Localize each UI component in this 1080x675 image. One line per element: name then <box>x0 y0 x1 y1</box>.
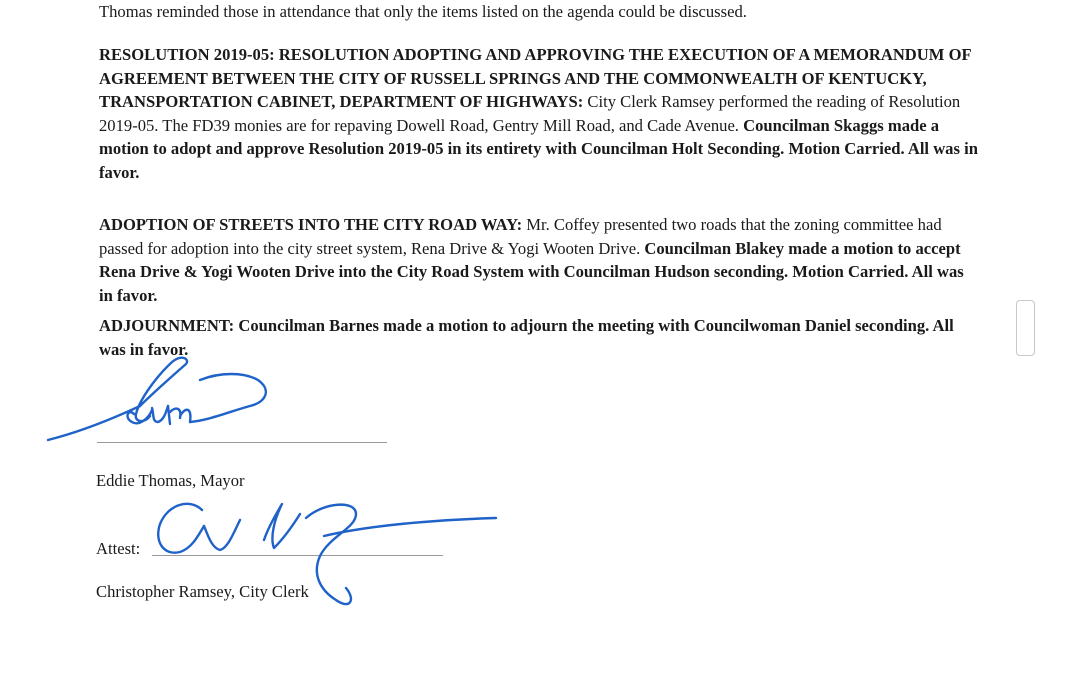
resolution-motion: Councilman Skaggs made a motion to adopt and approve Resolution 2019-05 in its entirety with Councilman Holt Seconding. Motion Carried. All was in favor. <box>99 115 978 182</box>
resolution-heading: RESOLUTION 2019-05: RESOLUTION ADOPTING AND APPROVING THE EXECUTION OF A MEMORANDUM OF AGREEMENT BETWEEN THE CITY OF RUSSELL SPRINGS AND THE COMMONWEALTH OF KENTUCKY, TRANSPORTATION CABINET, DEPARTMENT OF HIGHWAYS: <box>99 45 972 111</box>
intro-text: Thomas reminded those in attendance that only the items listed on the agenda could be discussed. <box>99 2 747 21</box>
resolution-section <box>99 43 979 184</box>
scan-margin-mark <box>1016 300 1035 356</box>
attest-label: Attest: <box>96 539 141 558</box>
streets-heading: ADOPTION OF STREETS INTO THE CITY ROAD WAY: <box>99 215 523 234</box>
mayor-signature-line <box>97 442 387 443</box>
clerk-name: Christopher Ramsey, City Clerk <box>96 582 309 601</box>
streets-motion: Councilman Blakey made a motion to accept Rena Drive & Yogi Wooten Drive into the City Road System with Councilman Hudson seconding. Motion Carried. All was in favor. <box>99 238 964 305</box>
adjournment-heading: ADJOURNMENT: <box>99 316 235 335</box>
mayor-signature <box>40 350 280 450</box>
streets-body: Mr. Coffey presented two roads that the zoning committee had passed for adoption into the city street system, Rena Drive & Yogi Wooten Drive. <box>99 215 942 258</box>
resolution-body: City Clerk Ramsey performed the reading of Resolution 2019-05. The FD39 monies are for repaving Dowell Road, Gentry Mill Road, and Cade Avenue. <box>99 92 961 135</box>
intro-line <box>99 0 979 24</box>
mayor-name: Eddie Thomas, Mayor <box>96 471 245 490</box>
adjournment-motion: Councilman Barnes made a motion to adjourn the meeting with Councilwoman Daniel seconding. All was in favor. <box>99 316 954 359</box>
streets-section <box>99 213 979 307</box>
